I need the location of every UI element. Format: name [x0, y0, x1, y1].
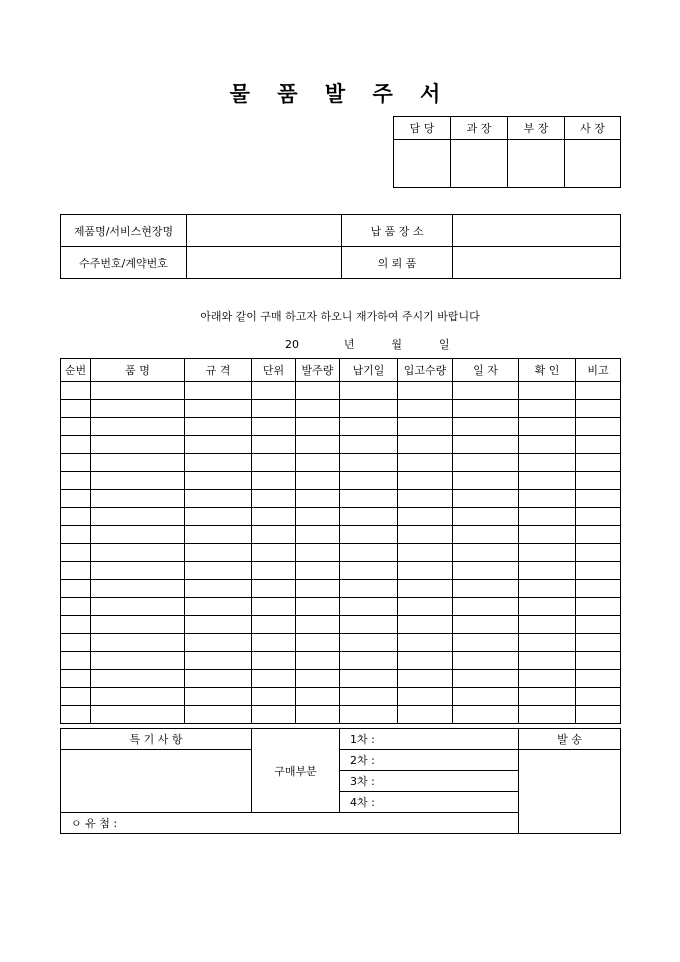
table-cell[interactable] [340, 616, 398, 634]
table-cell[interactable] [576, 670, 621, 688]
table-cell[interactable] [340, 706, 398, 724]
table-cell[interactable] [453, 544, 519, 562]
table-cell[interactable] [296, 706, 340, 724]
table-cell[interactable] [340, 688, 398, 706]
table-cell[interactable] [519, 598, 576, 616]
table-cell[interactable] [185, 616, 252, 634]
table-cell[interactable] [61, 418, 91, 436]
table-cell[interactable] [519, 472, 576, 490]
table-cell[interactable] [185, 688, 252, 706]
table-cell[interactable] [519, 616, 576, 634]
table-row [61, 706, 621, 724]
table-cell[interactable] [340, 580, 398, 598]
table-cell[interactable] [252, 688, 296, 706]
table-cell[interactable] [185, 454, 252, 472]
col-confirm: 확 인 [519, 359, 576, 382]
table-row [61, 418, 621, 436]
table-cell[interactable] [519, 526, 576, 544]
table-cell[interactable] [453, 472, 519, 490]
table-cell[interactable] [340, 418, 398, 436]
info-table [60, 214, 621, 279]
table-cell[interactable] [576, 634, 621, 652]
table-cell[interactable] [340, 508, 398, 526]
table-cell[interactable] [398, 454, 453, 472]
table-cell[interactable] [185, 670, 252, 688]
product-field[interactable] [187, 215, 342, 247]
table-cell[interactable] [453, 688, 519, 706]
table-cell[interactable] [296, 580, 340, 598]
table-cell[interactable] [252, 616, 296, 634]
table-cell[interactable] [61, 436, 91, 454]
table-cell[interactable] [519, 418, 576, 436]
table-cell[interactable] [398, 652, 453, 670]
table-cell[interactable] [61, 400, 91, 418]
table-cell[interactable] [185, 418, 252, 436]
col-spec: 규 격 [185, 359, 252, 382]
col-due-date: 납기일 [340, 359, 398, 382]
items-body [61, 382, 621, 724]
table-cell[interactable] [252, 562, 296, 580]
round-4[interactable]: 4차 : [340, 792, 519, 813]
special-notes-label: 특 기 사 항 [61, 729, 252, 750]
table-cell[interactable] [185, 598, 252, 616]
table-cell[interactable] [576, 400, 621, 418]
table-row [61, 598, 621, 616]
table-cell[interactable] [519, 706, 576, 724]
table-cell[interactable] [398, 670, 453, 688]
table-cell[interactable] [252, 418, 296, 436]
table-cell[interactable] [91, 382, 185, 400]
table-cell[interactable] [519, 634, 576, 652]
table-cell[interactable] [61, 580, 91, 598]
table-cell[interactable] [296, 688, 340, 706]
table-cell[interactable] [398, 616, 453, 634]
table-cell[interactable] [519, 544, 576, 562]
table-cell[interactable] [185, 508, 252, 526]
table-cell[interactable] [398, 544, 453, 562]
table-cell[interactable] [252, 634, 296, 652]
table-cell[interactable] [185, 706, 252, 724]
table-cell[interactable] [61, 562, 91, 580]
table-cell[interactable] [185, 490, 252, 508]
table-cell[interactable] [61, 490, 91, 508]
table-cell[interactable] [398, 580, 453, 598]
table-cell[interactable] [91, 400, 185, 418]
table-cell[interactable] [576, 418, 621, 436]
table-cell[interactable] [61, 670, 91, 688]
table-cell[interactable] [296, 544, 340, 562]
table-cell[interactable] [61, 598, 91, 616]
approval-table [393, 116, 621, 188]
table-cell[interactable] [252, 490, 296, 508]
table-cell[interactable] [398, 436, 453, 454]
table-cell[interactable] [340, 472, 398, 490]
table-cell[interactable] [453, 400, 519, 418]
table-cell[interactable] [91, 508, 185, 526]
requested-item-label: 의 뢰 품 [342, 247, 453, 279]
table-cell[interactable] [296, 616, 340, 634]
table-cell[interactable] [576, 562, 621, 580]
table-cell[interactable] [340, 634, 398, 652]
table-cell[interactable] [453, 616, 519, 634]
table-cell[interactable] [91, 706, 185, 724]
table-cell[interactable] [519, 436, 576, 454]
table-cell[interactable] [61, 652, 91, 670]
table-cell[interactable] [61, 616, 91, 634]
table-cell[interactable] [252, 598, 296, 616]
table-cell[interactable] [61, 454, 91, 472]
table-cell[interactable] [91, 562, 185, 580]
table-cell[interactable] [61, 526, 91, 544]
table-cell[interactable] [398, 472, 453, 490]
table-cell[interactable] [296, 508, 340, 526]
table-cell[interactable] [185, 436, 252, 454]
table-cell[interactable] [252, 670, 296, 688]
table-cell[interactable] [296, 454, 340, 472]
table-cell[interactable] [296, 436, 340, 454]
table-cell[interactable] [519, 652, 576, 670]
table-cell[interactable] [453, 418, 519, 436]
product-label: 제품명/서비스현장명 [61, 215, 187, 247]
table-cell[interactable] [340, 382, 398, 400]
table-cell[interactable] [252, 544, 296, 562]
table-cell[interactable] [252, 400, 296, 418]
table-cell[interactable] [252, 652, 296, 670]
purchase-dept-label: 구매부분 [252, 729, 340, 813]
table-cell[interactable] [519, 490, 576, 508]
table-cell[interactable] [296, 382, 340, 400]
round-3[interactable]: 3차 : [340, 771, 519, 792]
shipping-field[interactable] [519, 750, 621, 834]
table-row [61, 670, 621, 688]
table-cell[interactable] [453, 652, 519, 670]
table-cell[interactable] [61, 472, 91, 490]
shipping-label: 발 송 [519, 729, 621, 750]
table-cell[interactable] [576, 616, 621, 634]
table-cell[interactable] [453, 634, 519, 652]
table-cell[interactable] [398, 382, 453, 400]
table-cell[interactable] [398, 562, 453, 580]
table-cell[interactable] [296, 598, 340, 616]
round-1[interactable]: 1차 : [340, 729, 519, 750]
date-year-label: 년 [343, 338, 355, 351]
bottom-table [60, 728, 621, 834]
table-cell[interactable] [398, 400, 453, 418]
date-month-label: 월 [391, 338, 402, 351]
col-received-qty: 입고수량 [398, 359, 453, 382]
table-cell[interactable] [576, 706, 621, 724]
approval-header-section-chief: 과 장 [451, 117, 508, 140]
table-cell[interactable] [185, 526, 252, 544]
table-cell[interactable] [252, 706, 296, 724]
table-cell[interactable] [453, 526, 519, 544]
table-cell[interactable] [576, 454, 621, 472]
table-cell[interactable] [398, 418, 453, 436]
table-cell[interactable] [91, 490, 185, 508]
table-row [61, 544, 621, 562]
table-cell[interactable] [576, 508, 621, 526]
table-cell[interactable] [185, 652, 252, 670]
table-cell[interactable] [91, 634, 185, 652]
table-cell[interactable] [576, 472, 621, 490]
caution-field[interactable]: ㅇ 유 첨 : [61, 813, 519, 834]
table-cell[interactable] [185, 634, 252, 652]
table-cell[interactable] [453, 562, 519, 580]
table-cell[interactable] [519, 580, 576, 598]
approval-sign-dept-head[interactable] [508, 140, 565, 188]
table-cell[interactable] [340, 490, 398, 508]
table-cell[interactable] [252, 508, 296, 526]
approval-header-president: 사 장 [565, 117, 621, 140]
table-row [61, 490, 621, 508]
table-cell[interactable] [185, 400, 252, 418]
table-cell[interactable] [296, 652, 340, 670]
table-cell[interactable] [398, 634, 453, 652]
table-cell[interactable] [252, 472, 296, 490]
table-row [61, 688, 621, 706]
table-cell[interactable] [296, 400, 340, 418]
table-cell[interactable] [398, 706, 453, 724]
table-cell[interactable] [61, 508, 91, 526]
table-cell[interactable] [91, 580, 185, 598]
table-cell[interactable] [340, 400, 398, 418]
table-cell[interactable] [296, 634, 340, 652]
table-cell[interactable] [296, 526, 340, 544]
table-cell[interactable] [340, 652, 398, 670]
page-title: 물 품 발 주 서 [229, 81, 451, 106]
round-2[interactable]: 2차 : [340, 750, 519, 771]
requested-item-field[interactable] [453, 247, 621, 279]
table-row [61, 562, 621, 580]
table-cell[interactable] [252, 436, 296, 454]
table-cell[interactable] [91, 544, 185, 562]
table-cell[interactable] [340, 562, 398, 580]
table-cell[interactable] [91, 688, 185, 706]
table-cell[interactable] [576, 688, 621, 706]
table-row [61, 472, 621, 490]
table-cell[interactable] [453, 598, 519, 616]
table-cell[interactable] [91, 598, 185, 616]
table-cell[interactable] [91, 418, 185, 436]
table-cell[interactable] [91, 472, 185, 490]
table-cell[interactable] [340, 544, 398, 562]
table-row [61, 436, 621, 454]
items-table [60, 358, 621, 724]
approval-sign-staff[interactable] [394, 140, 451, 188]
table-row [61, 508, 621, 526]
col-unit: 단위 [252, 359, 296, 382]
table-cell[interactable] [453, 454, 519, 472]
table-cell[interactable] [398, 688, 453, 706]
table-cell[interactable] [296, 472, 340, 490]
table-cell[interactable] [453, 490, 519, 508]
table-row [61, 616, 621, 634]
table-cell[interactable] [519, 562, 576, 580]
table-cell[interactable] [398, 508, 453, 526]
col-item-name: 품 명 [91, 359, 185, 382]
table-cell[interactable] [398, 526, 453, 544]
table-cell[interactable] [576, 598, 621, 616]
table-cell[interactable] [519, 688, 576, 706]
table-cell[interactable] [519, 382, 576, 400]
col-remarks: 비고 [576, 359, 621, 382]
table-cell[interactable] [453, 436, 519, 454]
table-cell[interactable] [576, 490, 621, 508]
table-cell[interactable] [453, 706, 519, 724]
table-cell[interactable] [340, 598, 398, 616]
table-cell[interactable] [91, 670, 185, 688]
table-cell[interactable] [340, 454, 398, 472]
table-cell[interactable] [61, 634, 91, 652]
table-cell[interactable] [340, 670, 398, 688]
table-cell[interactable] [91, 652, 185, 670]
table-cell[interactable] [91, 454, 185, 472]
table-cell[interactable] [91, 526, 185, 544]
table-cell[interactable] [91, 616, 185, 634]
table-row [61, 454, 621, 472]
table-cell[interactable] [252, 454, 296, 472]
table-cell[interactable] [185, 562, 252, 580]
table-cell[interactable] [61, 382, 91, 400]
date-year-prefix: 20 [285, 338, 299, 351]
col-date: 일 자 [453, 359, 519, 382]
table-row [61, 652, 621, 670]
table-cell[interactable] [61, 688, 91, 706]
date-line [285, 336, 450, 352]
table-cell[interactable] [340, 526, 398, 544]
table-cell[interactable] [453, 580, 519, 598]
table-cell[interactable] [576, 580, 621, 598]
table-cell[interactable] [519, 454, 576, 472]
table-cell[interactable] [453, 382, 519, 400]
table-cell[interactable] [185, 382, 252, 400]
table-cell[interactable] [576, 544, 621, 562]
table-cell[interactable] [252, 526, 296, 544]
delivery-place-field[interactable] [453, 215, 621, 247]
approval-header-dept-head: 부 장 [508, 117, 565, 140]
approval-sign-section-chief[interactable] [451, 140, 508, 188]
order-no-label: 수주번호/계약번호 [61, 247, 187, 279]
table-cell[interactable] [61, 706, 91, 724]
table-cell[interactable] [61, 544, 91, 562]
table-cell[interactable] [252, 580, 296, 598]
col-seq: 순번 [61, 359, 91, 382]
table-cell[interactable] [296, 562, 340, 580]
table-cell[interactable] [576, 382, 621, 400]
table-row [61, 634, 621, 652]
date-day-label: 일 [438, 338, 450, 351]
table-cell[interactable] [252, 382, 296, 400]
table-cell[interactable] [296, 418, 340, 436]
table-cell[interactable] [185, 580, 252, 598]
table-cell[interactable] [519, 670, 576, 688]
table-row [61, 400, 621, 418]
table-cell[interactable] [296, 490, 340, 508]
approval-sign-president[interactable] [565, 140, 621, 188]
table-cell[interactable] [398, 490, 453, 508]
table-cell[interactable] [453, 670, 519, 688]
table-cell[interactable] [576, 436, 621, 454]
table-cell[interactable] [519, 508, 576, 526]
table-cell[interactable] [340, 436, 398, 454]
table-row [61, 580, 621, 598]
table-cell[interactable] [296, 670, 340, 688]
approval-header-staff: 담 당 [394, 117, 451, 140]
table-cell[interactable] [576, 652, 621, 670]
table-cell[interactable] [576, 526, 621, 544]
table-row [61, 382, 621, 400]
request-text: 아래와 같이 구매 하고자 하오니 재가하여 주시기 바랍니다 [200, 310, 480, 323]
special-notes-field[interactable] [61, 750, 252, 813]
table-cell[interactable] [91, 436, 185, 454]
delivery-place-label: 납 품 장 소 [342, 215, 453, 247]
table-cell[interactable] [453, 508, 519, 526]
order-no-field[interactable] [187, 247, 342, 279]
table-cell[interactable] [185, 544, 252, 562]
table-cell[interactable] [398, 598, 453, 616]
table-cell[interactable] [519, 400, 576, 418]
table-cell[interactable] [185, 472, 252, 490]
table-row [61, 526, 621, 544]
col-order-qty: 발주량 [296, 359, 340, 382]
items-header-row [61, 359, 621, 382]
